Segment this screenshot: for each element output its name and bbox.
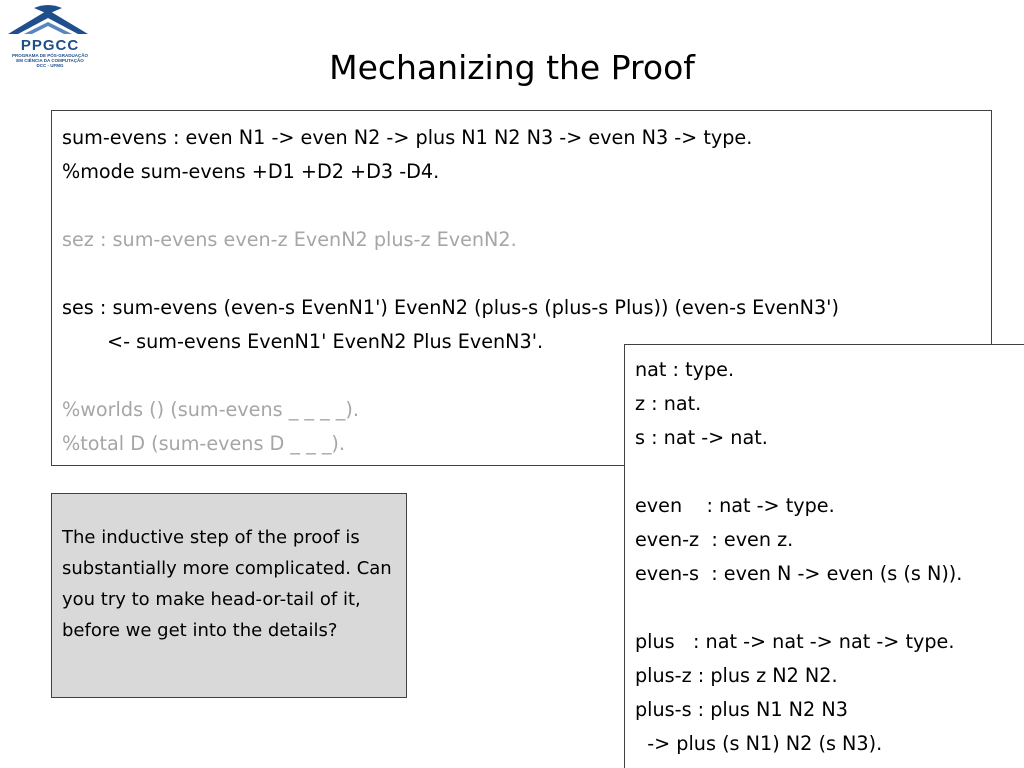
definition-line: z : nat. (635, 392, 702, 415)
logo-subtitle-line: DCC - UFMG (36, 63, 64, 68)
definition-line: plus : nat -> nat -> nat -> type. (635, 630, 955, 653)
code-line: %total D (sum-evens D _ _ _). (62, 432, 345, 455)
definitions-box (624, 344, 1024, 768)
blank-line (635, 591, 1014, 625)
code-line: %worlds () (sum-evens _ _ _ _). (62, 398, 359, 421)
code-line: sez : sum-evens even-z EvenN2 plus-z EvenN2. (62, 228, 517, 251)
definition-line: even-z : even z. (635, 528, 794, 551)
code-line: <- sum-evens EvenN1' EvenN2 Plus EvenN3'. (107, 330, 544, 353)
code-line: sum-evens : even N1 -> even N2 -> plus N1 N2 N3 -> even N3 -> type. (62, 126, 753, 149)
slide-title: Mechanizing the Proof (329, 48, 695, 87)
definition-line: nat : type. (635, 358, 735, 381)
logo-subtitle-line: PROGRAMA DE PÓS-GRADUAÇÃO (11, 53, 89, 58)
code-line: %mode sum-evens +D1 +D2 +D3 -D4. (62, 160, 440, 183)
definition-line: even : nat -> type. (635, 494, 835, 517)
definition-line: -> plus (s N1) N2 (s N3). (635, 732, 883, 755)
blank-line (62, 257, 981, 291)
definition-line: even-s : even N -> even (s (s N)). (635, 562, 963, 585)
note-box (51, 493, 407, 698)
code-line: ses : sum-evens (even-s EvenN1') EvenN2 (plus-s (plus-s Plus)) (even-s EvenN3') (62, 296, 839, 319)
logo-title: PPGCC (20, 37, 80, 54)
definition-line: plus-s : plus N1 N2 N3 (635, 698, 848, 721)
definition-line: s : nat -> nat. (635, 426, 768, 449)
blank-line (62, 189, 981, 223)
logo-subtitle-line: EM CIÊNCIA DA COMPUTAÇÃO (16, 58, 84, 63)
blank-line (635, 455, 1014, 489)
definition-line: plus-z : plus z N2 N2. (635, 664, 838, 687)
note-text: The inductive step of the proof is substantially more complicated. Can you try to make head-or-tail of it, before we get into the details? (62, 527, 392, 641)
ppgcc-logo-icon (4, 4, 92, 38)
